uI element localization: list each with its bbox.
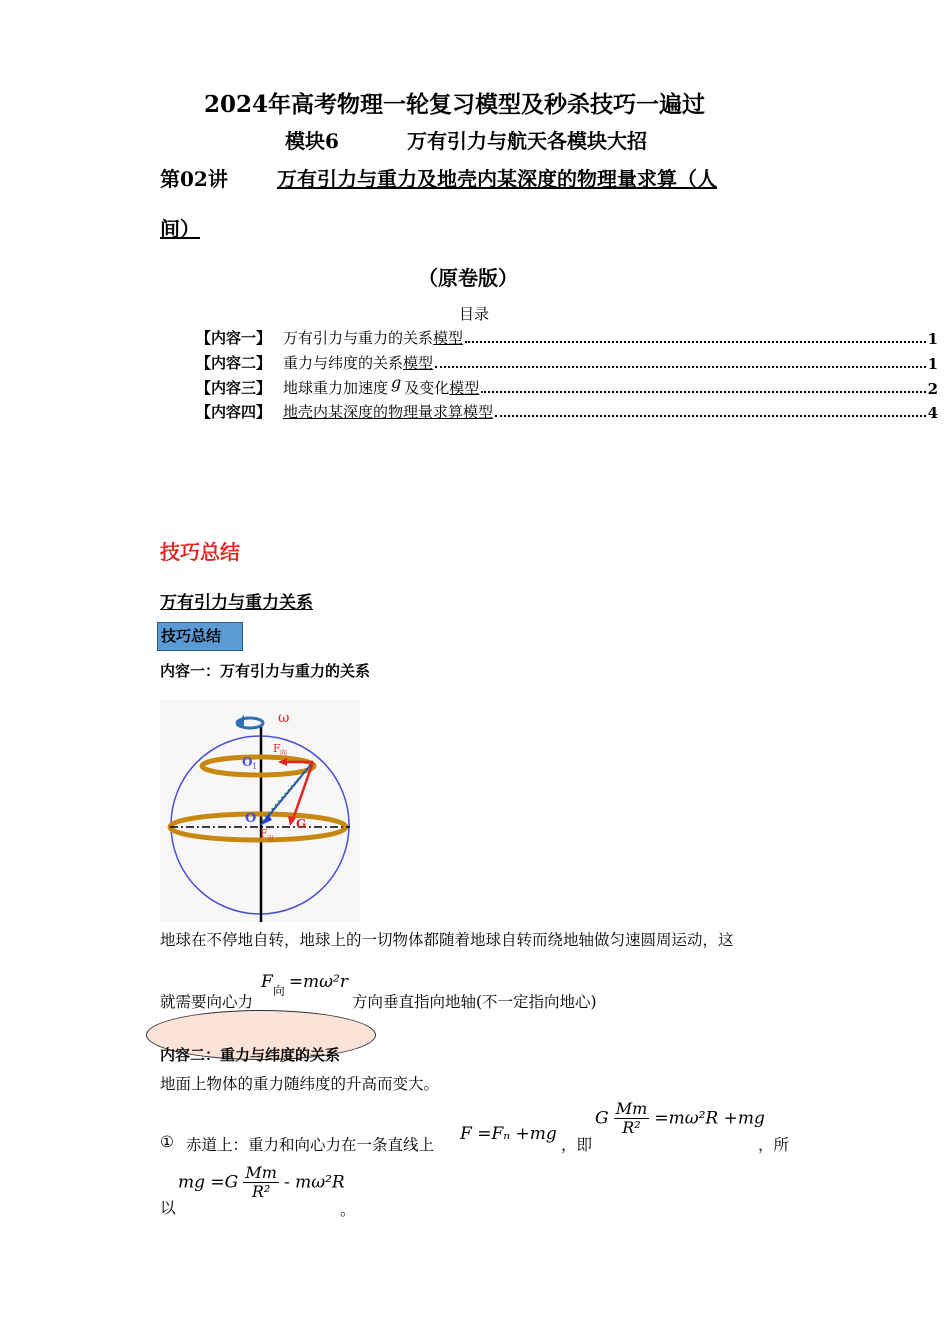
formula-F-sub: 向 [272,984,285,998]
content2-title: 内容二：重力与纬度的关系 [160,1046,341,1064]
toc-text: 重力与纬度的关系 [283,354,404,372]
eq3-denominator: R² [251,1182,271,1201]
toc-link[interactable]: 模型 [403,354,434,372]
toc-item-4[interactable] [196,400,938,422]
toc-symbol: g [391,373,402,392]
toc-leader [495,415,926,417]
item1-end: 。 [340,1201,356,1219]
eq3-lhs: mg =G [178,1172,239,1193]
eq2-numerator: Mm [615,1099,648,1118]
toc-item-1[interactable] [196,326,938,348]
toc-tag: 【内容一】 [196,329,272,347]
item1-text-c: ，所 [758,1136,790,1154]
module-label: 模块6 [285,129,339,153]
toc-page: 4 [927,404,938,422]
centripetal-formula [261,972,348,998]
formula-rhs: =mω²r [288,972,348,992]
label-O1-sub: 1 [252,762,258,771]
item1-text-d: 以 [160,1199,176,1217]
toc-page: 1 [927,355,938,373]
label-Fg: F [260,827,268,840]
item1-text-a: 赤道上：重力和向心力在一条直线上 [186,1136,435,1154]
lecture-label: 第02讲 [160,167,228,191]
eq2-denominator: R² [622,1118,641,1137]
label-Fn-sub: 向 [280,749,287,757]
label-Fg-sub: 引 [267,835,274,843]
earth-gravity-diagram [160,700,360,922]
toc-text: 地球重力加速度 [283,379,389,397]
formula-F: F [261,972,273,992]
toc-text: 万有引力与重力的关系 [283,329,434,347]
toc-link[interactable]: 地壳内某深度的物理量求算模型 [283,403,494,421]
section-heading: 技巧总结 [160,540,240,564]
toc-page: 1 [927,330,938,348]
omega-label: ω [278,710,290,726]
eq2-G: G [595,1108,609,1129]
toc-heading: 目录 [459,305,490,323]
eq3-numerator: Mm [245,1163,277,1182]
lecture-title-line1: 万有引力与重力及地壳内某深度的物理量求算（人 [277,167,717,191]
toc-link[interactable]: 模型 [449,379,480,397]
toc-item-2[interactable] [196,351,938,373]
content1-title: 内容一：万有引力与重力的关系 [160,662,371,680]
toc-leader [435,366,926,368]
toc-leader [481,391,925,393]
label-O: O [245,811,257,826]
eq2-fraction [614,1100,650,1137]
label-Fn: F [273,742,281,755]
toc-page: 2 [927,380,938,398]
toc-link[interactable]: 模型 [433,329,464,347]
toc-item-3[interactable] [196,373,938,398]
equation-1: F =Fₙ +mg [460,1124,557,1144]
eq2-rhs: =mω²R +mg [654,1108,765,1129]
eq3-fraction [243,1164,279,1201]
label-G: G [296,817,307,831]
para1-line1: 地球在不停地自转，地球上的一切物体都随着地球自转而绕地轴做匀速圆周运动，这 [160,931,734,949]
item1-number: ① [160,1133,174,1151]
module-name: 万有引力与航天各模块大招 [407,129,647,153]
equation-2 [595,1100,765,1137]
para1-line2b: 方向垂直指向地轴(不一定指向地心) [352,993,597,1011]
toc-leader [465,341,926,343]
toc-tag: 【内容三】 [196,379,272,397]
label-O1: O [242,755,253,769]
eq3-rhs: - mω²R [283,1172,345,1193]
toc-tag: 【内容二】 [196,354,272,372]
skill-summary-label: 技巧总结 [161,627,222,645]
item1-text-b: ，即 [561,1136,593,1154]
doc-title: 2024年高考物理一轮复习模型及秒杀技巧一遍过 [204,91,706,118]
section-subheading: 万有引力与重力关系 [160,593,313,613]
para2: 地面上物体的重力随纬度的升高而变大。 [160,1075,440,1093]
toc-text2: 及变化 [404,379,450,397]
para1-line2a: 就需要向心力 [160,993,254,1011]
toc-tag: 【内容四】 [196,403,272,421]
version-label: （原卷版） [418,266,518,290]
equation-3 [178,1164,345,1201]
lecture-title-line2: 间） [160,217,200,241]
